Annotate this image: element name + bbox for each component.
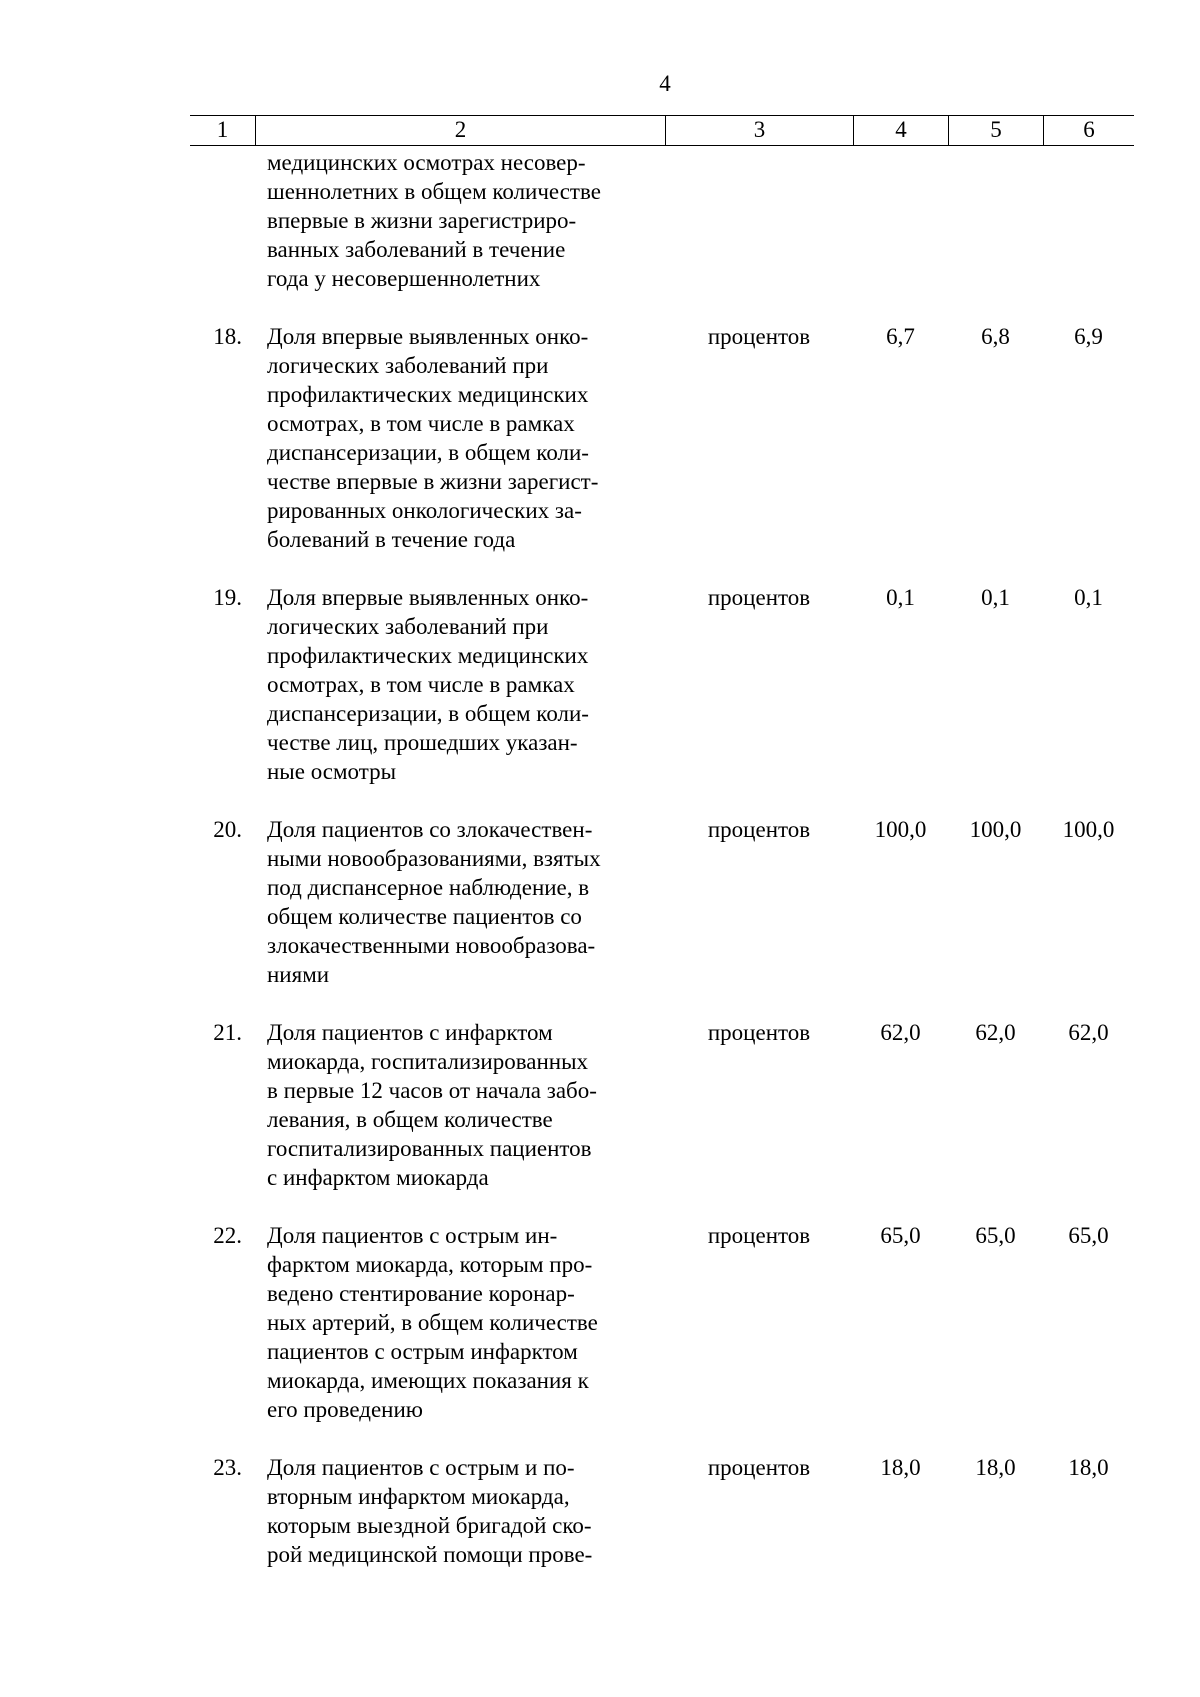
table-body bbox=[190, 148, 1134, 1598]
row-unit: процентов bbox=[707, 1223, 811, 1248]
table-row bbox=[190, 815, 1134, 989]
row-value-col-4: 62,0 bbox=[880, 1020, 921, 1045]
row-value-col-5: 65,0 bbox=[975, 1223, 1016, 1248]
row-value-col-6: 100,0 bbox=[1062, 817, 1115, 842]
header-col-4: 4 bbox=[853, 116, 948, 145]
row-number: 19. bbox=[213, 585, 242, 610]
row-unit: процентов bbox=[707, 817, 811, 842]
row-description: Доля пациентов с инфарктом миокарда, госпитализированных в первые 12 часов от начала забо- левания, в общем количестве госпитализированных пациентов с инфарктом миокарда bbox=[267, 1020, 597, 1190]
table-row-continuation bbox=[190, 148, 1134, 293]
row-value-col-4: 18,0 bbox=[880, 1455, 921, 1480]
table-row bbox=[190, 1453, 1134, 1569]
row-unit: процентов bbox=[707, 585, 811, 610]
row-number: 22. bbox=[213, 1223, 242, 1248]
row-value-col-6: 6,9 bbox=[1074, 324, 1103, 349]
table-row bbox=[190, 1221, 1134, 1424]
header-col-3: 3 bbox=[665, 116, 853, 145]
row-number: 21. bbox=[213, 1020, 242, 1045]
row-value-col-5: 0,1 bbox=[981, 585, 1010, 610]
row-value-col-4: 0,1 bbox=[886, 585, 915, 610]
row-description: Доля впервые выявленных онко- логических заболеваний при профилактических медицинских осмотрах, в том числе в рамках диспансеризации, в общем коли- честве впервые в жизни зарегист- рированных онкологических за- болеваний в течение года bbox=[267, 324, 599, 552]
row-value-col-4: 100,0 bbox=[874, 817, 927, 842]
table-row bbox=[190, 322, 1134, 554]
row-value-col-5: 6,8 bbox=[981, 324, 1010, 349]
row-value-col-4: 6,7 bbox=[886, 324, 915, 349]
row-value-col-4: 65,0 bbox=[880, 1223, 921, 1248]
row-value-col-6: 0,1 bbox=[1074, 585, 1103, 610]
row-value-col-6: 65,0 bbox=[1068, 1223, 1109, 1248]
table-row bbox=[190, 1018, 1134, 1192]
row-number: 20. bbox=[213, 817, 242, 842]
row-description: Доля пациентов с острым ин- фарктом миокарда, которым про- ведено стентирование коронар- ных артерий, в общем количестве пациентов с острым инфарктом миокарда, имеющих показания к его проведению bbox=[267, 1223, 598, 1422]
header-col-2: 2 bbox=[255, 116, 665, 145]
table-row bbox=[190, 583, 1134, 786]
row-description: медицинских осмотрах несовер- шеннолетних в общем количестве впервые в жизни зарегистриро- ванных заболеваний в течение года у несовершеннолетних bbox=[267, 150, 601, 291]
page-number: 4 bbox=[659, 71, 671, 96]
header-col-5: 5 bbox=[948, 116, 1043, 145]
row-value-col-6: 18,0 bbox=[1068, 1455, 1109, 1480]
row-unit: процентов bbox=[707, 1020, 811, 1045]
row-description: Доля впервые выявленных онко- логических заболеваний при профилактических медицинских осмотрах, в том числе в рамках диспансеризации, в общем коли- честве лиц, прошедших указан- ные осмотры bbox=[267, 585, 589, 784]
row-number: 23. bbox=[213, 1455, 242, 1480]
row-unit: процентов bbox=[707, 324, 811, 349]
row-value-col-5: 62,0 bbox=[975, 1020, 1016, 1045]
header-col-1: 1 bbox=[216, 117, 229, 142]
row-value-col-6: 62,0 bbox=[1068, 1020, 1109, 1045]
row-unit: процентов bbox=[707, 1455, 811, 1480]
row-value-col-5: 100,0 bbox=[969, 817, 1022, 842]
header-col-6: 6 bbox=[1043, 116, 1134, 145]
row-description: Доля пациентов с острым и по- вторным инфарктом миокарда, которым выездной бригадой ско- рой медицинской помощи прове- bbox=[267, 1455, 593, 1567]
row-value-col-5: 18,0 bbox=[975, 1455, 1016, 1480]
row-number: 18. bbox=[213, 324, 242, 349]
table-header bbox=[190, 115, 1134, 146]
row-description: Доля пациентов со злокачествен- ными новообразованиями, взятых под диспансерное наблюдение, в общем количестве пациентов со злокачественными новообразова- ниями bbox=[267, 817, 601, 987]
